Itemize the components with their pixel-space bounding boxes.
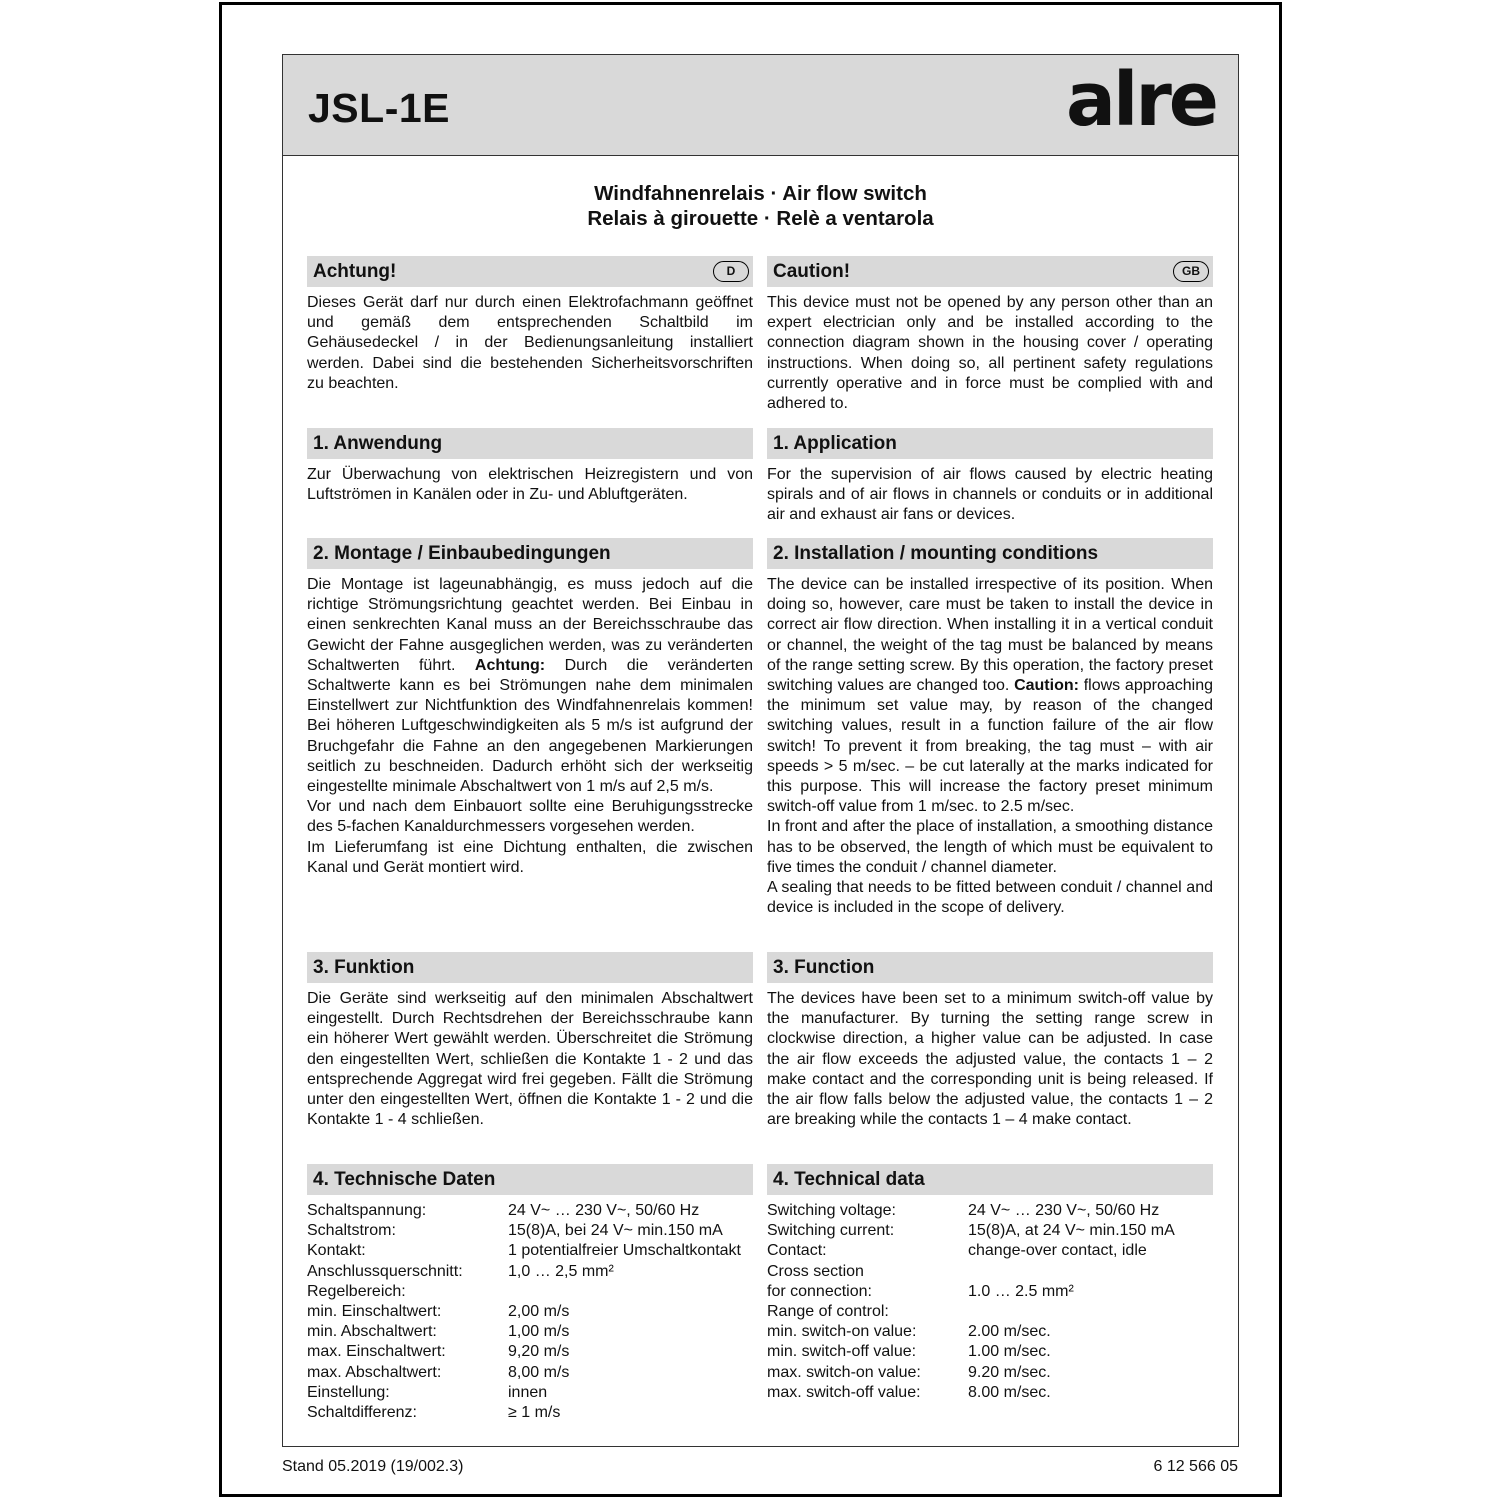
section-heading-caution-de <box>307 256 753 287</box>
tech-value: 1.0 … 2.5 mm² <box>968 1282 1074 1300</box>
tech-label: max. Einschaltwert: <box>307 1343 446 1361</box>
tech-row <box>307 1363 753 1383</box>
document-title <box>283 181 1238 231</box>
tech-label: min. Abschaltwert: <box>307 1323 437 1341</box>
tech-value: 9,20 m/s <box>508 1343 570 1361</box>
application-text-gb <box>767 465 1213 526</box>
tech-value: 1,00 m/s <box>508 1323 570 1341</box>
tech-value <box>968 1262 1213 1282</box>
tech-label: max. Abschaltwert: <box>307 1363 442 1381</box>
section-heading-installation-gb: 2. Installation / mounting conditions <box>767 538 1213 569</box>
tech-label: min. switch-on value: <box>767 1323 917 1341</box>
tech-value: 24 V~ … 230 V~, 50/60 Hz <box>968 1202 1160 1219</box>
tech-value: 1.00 m/sec. <box>968 1343 1051 1361</box>
tech-row <box>307 1282 753 1302</box>
function-text-de <box>307 989 753 1130</box>
tech-label: max. switch-off value: <box>767 1383 921 1401</box>
tech-row <box>767 1282 1213 1302</box>
section-heading-techdata-de: 4. Technische Daten <box>307 1164 753 1195</box>
tech-label: Switching voltage: <box>767 1202 896 1219</box>
tech-label: min. switch-off value: <box>767 1343 917 1361</box>
section-heading-techdata-gb: 4. Technical data <box>767 1164 1213 1195</box>
paragraph: Zur Überwachung von elektrischen Heizregistern und von Luftströmen in Kanälen oder in Zu- und Abluftgeräten. <box>307 466 753 504</box>
brand-logo: alre <box>1066 57 1216 143</box>
text-run: Die Montage ist lageunabhängig, es muss jedoch auf die richtige Strömungsrichtung geachtet werden. Bei Einbau in einen senkrechten Kanal muss an der Bereichsschraube das Gewicht der Fahne ausgeglichen werden, was zu veränderten Schaltwerten führt. <box>307 576 753 674</box>
tech-row <box>307 1241 753 1261</box>
tech-row <box>307 1262 753 1282</box>
tech-value: 2.00 m/sec. <box>968 1323 1051 1341</box>
tech-label: Schaltstrom: <box>307 1222 396 1240</box>
installation-text-gb <box>767 575 1213 918</box>
paragraph: Im Lieferumfang ist eine Dichtung enthalten, die zwischen Kanal und Gerät montiert wird. <box>307 838 753 876</box>
section-heading-function-gb: 3. Function <box>767 952 1213 983</box>
paragraph: A sealing that needs to be fitted between conduit / channel and device is included in the scope of delivery. <box>767 879 1213 917</box>
tech-value: 9.20 m/sec. <box>968 1363 1051 1381</box>
tech-row <box>767 1201 1213 1221</box>
installation-text-de <box>307 575 753 878</box>
tech-value: 2,00 m/s <box>508 1303 570 1321</box>
tech-row <box>767 1221 1213 1241</box>
tech-row <box>307 1383 753 1403</box>
title-line-2: Relais à girouette · Relè a ventarola <box>587 207 934 230</box>
tech-row <box>767 1302 1213 1322</box>
tech-row <box>767 1363 1213 1383</box>
tech-label: Range of control: <box>767 1303 889 1321</box>
tech-row <box>307 1342 753 1362</box>
tech-value <box>508 1282 753 1302</box>
caution-text-gb <box>767 293 1213 414</box>
paragraph: This device must not be opened by any person other than an expert electrician only and be installed according to the connection diagram shown in the housing cover / operating instructions. When doing so, all pertinent safety regulations currently operative and in force must be complied with and adhered to. <box>767 294 1213 413</box>
tech-row <box>767 1342 1213 1362</box>
tech-value: 15(8)A, at 24 V~ min.150 mA <box>968 1222 1175 1240</box>
heading-label: Caution! <box>773 261 851 282</box>
document-header <box>283 55 1238 156</box>
section-heading-caution-gb <box>767 256 1213 287</box>
text-run: The device can be installed irrespective of its position. When doing so, however, care must be taken to install the device in correct air flow direction. When installing it in a vertical conduit or channel, the weight of the tag must be balanced by means of the range setting screw. By this operation, the factory preset switching values are changed too. <box>767 576 1213 695</box>
emphasis: Caution: <box>1014 677 1079 695</box>
tech-row <box>767 1322 1213 1342</box>
tech-value <box>968 1302 1213 1322</box>
tech-row <box>307 1403 753 1423</box>
footer-revision: Stand 05.2019 (19/002.3) <box>282 1458 464 1475</box>
tech-label: for connection: <box>767 1282 872 1300</box>
language-badge-de: D <box>713 261 749 282</box>
paragraph <box>767 575 1213 817</box>
tech-row <box>307 1221 753 1241</box>
tech-row <box>307 1302 753 1322</box>
tech-row <box>767 1262 1213 1282</box>
tech-row <box>767 1241 1213 1261</box>
tech-label: max. switch-on value: <box>767 1363 921 1381</box>
paragraph: The devices have been set to a minimum switch-off value by the manufacturer. By turning the setting range screw in clockwise direction, a higher value can be adjusted. In case the air flow exceeds the adjusted value, the contacts 1 – 2 make contact and the corresponding unit is being released. If the air flow falls below the adjusted value, the contacts 1 – 2 are breaking while the contacts 1 – 4 make contact. <box>767 990 1213 1129</box>
language-badge-gb: GB <box>1173 261 1209 282</box>
tech-label: Kontakt: <box>307 1242 366 1260</box>
tech-value: ≥ 1 m/s <box>508 1404 561 1422</box>
tech-label: Contact: <box>767 1242 827 1260</box>
footer-doc-number: 6 12 566 05 <box>1153 1458 1238 1475</box>
product-code: JSL-1E <box>308 85 450 131</box>
title-line-1: Windfahnenrelais · Air flow switch <box>594 182 927 205</box>
tech-row <box>307 1322 753 1342</box>
text-run: flows approaching the minimum set value may, by reason of the changed switching values, result in a function failure of the air flow switch! To prevent it from breaking, the tag must – with air speeds > 5 m/sec. – be cut laterally at the marks indicated for this purpose. This will increase the factory preset minimum switch-off value from 1 m/sec. to 2.5 m/sec. <box>767 677 1214 816</box>
tech-row <box>307 1201 753 1221</box>
section-heading-application-de: 1. Anwendung <box>307 428 753 459</box>
function-text-gb <box>767 989 1213 1130</box>
tech-data-table-de <box>307 1201 753 1423</box>
paragraph: Dieses Gerät darf nur durch einen Elektrofachmann geöffnet und gemäß dem entsprechenden Schaltbild im Gehäusedeckel / in der Bedienungsanleitung installiert werden. Dabei sind die bestehenden Sicherheitsvorschriften zu beachten. <box>307 294 753 392</box>
tech-value: 8.00 m/sec. <box>968 1383 1051 1401</box>
tech-value: 1 potentialfreier Umschaltkontakt <box>508 1242 741 1260</box>
tech-label: Anschlussquerschnitt: <box>307 1262 463 1280</box>
tech-data-table-gb <box>767 1201 1213 1403</box>
text-run: Durch die veränderten Schaltwerte kann es bei Strömungen nahe dem minimalen Einstellwert zur Nichtfunktion des Windfahnenrelais kommen! Bei höheren Luftgeschwindigkeiten als 5 m/s ist aufgrund der Bruchgefahr die Fahne an den angegebenen Markierungen seitlich zu beschneiden. Dadurch erhöht sich der werkseitig eingestellte minimale Abschaltwert von 1 m/s auf 2,5 m/s. <box>307 656 753 796</box>
tech-value: 24 V~ … 230 V~, 50/60 Hz <box>508 1202 700 1219</box>
tech-value: change-over contact, idle <box>968 1242 1147 1260</box>
tech-label: Schaltdifferenz: <box>307 1404 417 1422</box>
tech-label: Regelbereich: <box>307 1282 406 1300</box>
section-heading-function-de: 3. Funktion <box>307 952 753 983</box>
section-heading-installation-de: 2. Montage / Einbaubedingungen <box>307 538 753 569</box>
paragraph: Vor und nach dem Einbauort sollte eine Beruhigungsstrecke des 5-fachen Kanaldurchmessers vorgesehen werden. <box>307 798 753 836</box>
tech-label: Cross section <box>767 1262 864 1280</box>
tech-label: min. Einschaltwert: <box>307 1303 442 1321</box>
tech-row <box>767 1383 1213 1403</box>
paragraph <box>307 575 753 797</box>
tech-value: 15(8)A, bei 24 V~ min.150 mA <box>508 1222 723 1240</box>
heading-label: Achtung! <box>313 261 397 282</box>
tech-label: Einstellung: <box>307 1383 390 1401</box>
paragraph: In front and after the place of installation, a smoothing distance has to be observed, the length of which must be equivalent to five times the conduit / channel diameter. <box>767 818 1213 876</box>
section-heading-application-gb: 1. Application <box>767 428 1213 459</box>
tech-value: 1,0 … 2,5 mm² <box>508 1262 614 1280</box>
emphasis: Achtung: <box>474 656 546 674</box>
tech-label: Schaltspannung: <box>307 1202 427 1219</box>
paragraph: For the supervision of air flows caused by electric heating spirals and of air flows in channels or conduits or in additional air and exhaust air fans or devices. <box>767 466 1213 524</box>
tech-value: 8,00 m/s <box>508 1363 570 1381</box>
paragraph: Die Geräte sind werkseitig auf den minimalen Abschaltwert eingestellt. Durch Rechtsdrehen der Bereichsschraube kann ein höherer Wert gewählt werden. Überschreitet die Strömung den eingestellten Wert, schließen die Kontakte 1 - 2 und das entsprechende Aggregat wird frei gegeben. Fällt die Strömung unter den eingestellten Wert, öffnen die Kontakte 1 - 2 und die Kontakte 1 - 4 schließen. <box>307 990 753 1129</box>
tech-value: innen <box>508 1383 548 1401</box>
application-text-de <box>307 465 753 505</box>
caution-text-de <box>307 293 753 394</box>
tech-label: Switching current: <box>767 1222 895 1240</box>
